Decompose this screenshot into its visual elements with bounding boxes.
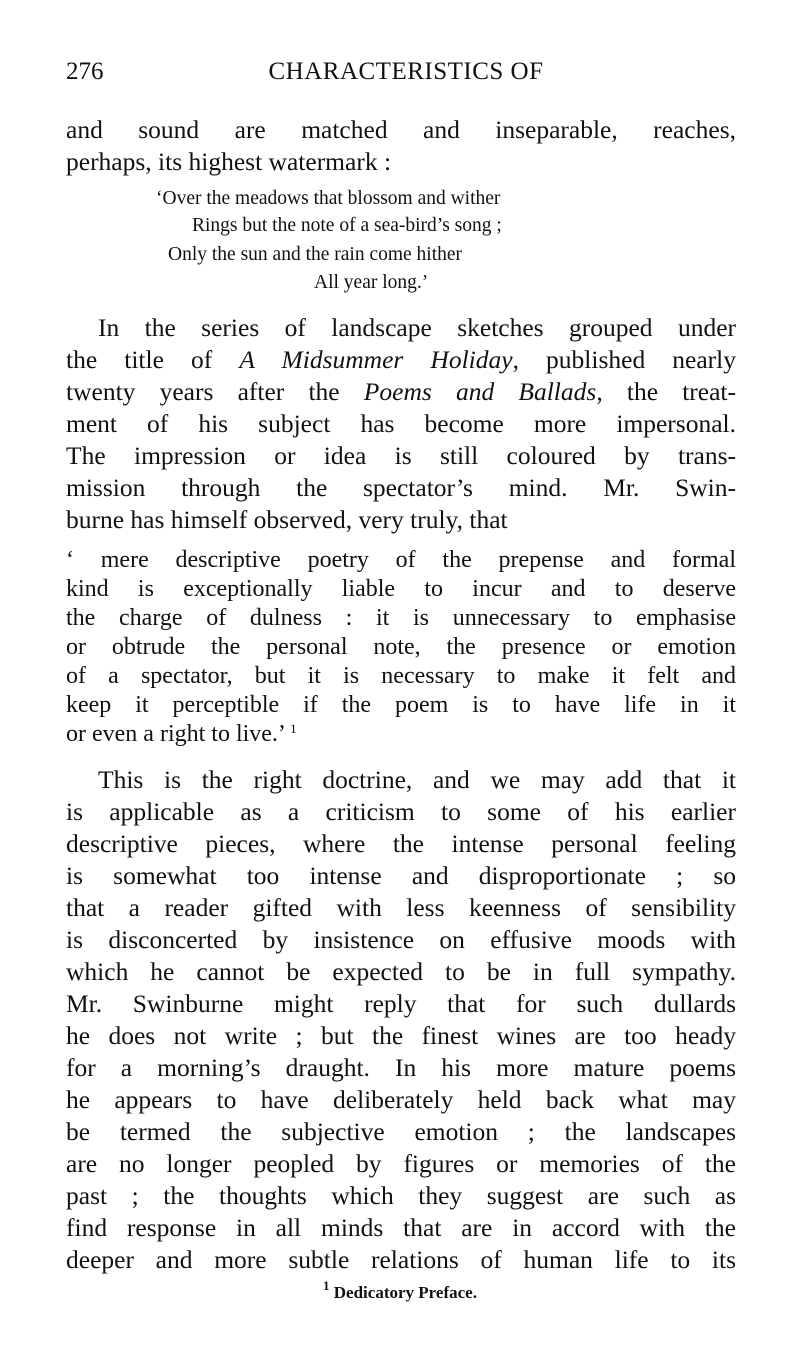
title-a-midsummer-holiday: A Midsummer Holiday — [239, 345, 513, 374]
body-line: mission through the spectator’s mind. Mr. Swin- — [66, 473, 736, 502]
footnote-reference[interactable]: 1 — [290, 721, 297, 736]
body-line: which he cannot be expected to be in full sympathy. — [66, 957, 736, 986]
quote-line: the charge of dulness : it is unnecessary to emphasise — [66, 605, 736, 631]
body-line: the title of A Midsummer Holiday, published nearly — [66, 345, 736, 374]
page-header — [66, 58, 736, 92]
footnote — [0, 1278, 800, 1303]
body-line: twenty years after the Poems and Ballads, the treat- — [66, 377, 737, 406]
body-line: be termed the subjective emotion ; the landscapes — [66, 1117, 736, 1146]
quote-line: or even a right to live.’ $^1$ — [66, 721, 297, 747]
poem-line: Rings but the note of a sea-bird’s song ; — [192, 215, 502, 236]
body-line: and sound are matched and inseparable, reaches, — [66, 115, 736, 144]
poem-line: Only the sun and the rain come hither — [168, 244, 463, 265]
body-line: is applicable as a criticism to some of his earlier — [66, 797, 736, 826]
body-line: is somewhat too intense and disproportionate ; so — [66, 861, 736, 890]
running-title: CHARACTERISTICS OF — [268, 58, 544, 85]
page-number: 276 — [66, 58, 104, 85]
quote-line: keep it perceptible if the poem is to have life in it — [66, 692, 736, 718]
body-line: he does not write ; but the finest wines are too heady — [66, 1021, 736, 1050]
quote-line: of a spectator, but it is necessary to make it felt and — [66, 663, 736, 689]
body-line: In the series of landscape sketches grouped under — [98, 313, 736, 342]
body-line: are no longer peopled by figures or memories of the — [66, 1149, 736, 1178]
quote-line: kind is exceptionally liable to incur and to deserve — [66, 576, 736, 602]
quote-line: or obtrude the personal note, the presence or emotion — [66, 634, 736, 660]
footnote-text: Dedicatory Preface. — [329, 1283, 477, 1302]
quote-line: ‘ mere descriptive poetry of the prepense and formal — [66, 547, 736, 573]
body-line: find response in all minds that are in accord with the — [66, 1213, 736, 1242]
body-line: burne has himself observed, very truly, that — [66, 505, 508, 534]
body-line: descriptive pieces, where the intense personal feeling — [66, 829, 736, 858]
body-line: he appears to have deliberately held back what may — [66, 1085, 736, 1114]
body-line: past ; the thoughts which they suggest are such as — [66, 1181, 736, 1210]
poem-line: All year long.’ — [314, 272, 429, 293]
body-line: for a morning’s draught. In his more mature poems — [66, 1053, 736, 1082]
body-line: deeper and more subtle relations of human life to its — [66, 1245, 736, 1274]
poem-line: ‘Over the meadows that blossom and wither — [156, 188, 501, 209]
body-line: that a reader gifted with less keenness of sensibility — [66, 893, 736, 922]
body-line: This is the right doctrine, and we may add that it — [98, 765, 736, 794]
title-poems-and-ballads: Poems and Ballads — [363, 377, 597, 406]
footnote-marker: 1 — [323, 1278, 330, 1293]
body-line: Mr. Swinburne might reply that for such dullards — [66, 989, 736, 1018]
body-line: is disconcerted by insistence on effusive moods with — [66, 925, 736, 954]
body-line: ment of his subject has become more impersonal. — [66, 409, 736, 438]
body-line: The impression or idea is still coloured by trans- — [66, 441, 736, 470]
body-line: perhaps, its highest watermark : — [66, 147, 392, 176]
